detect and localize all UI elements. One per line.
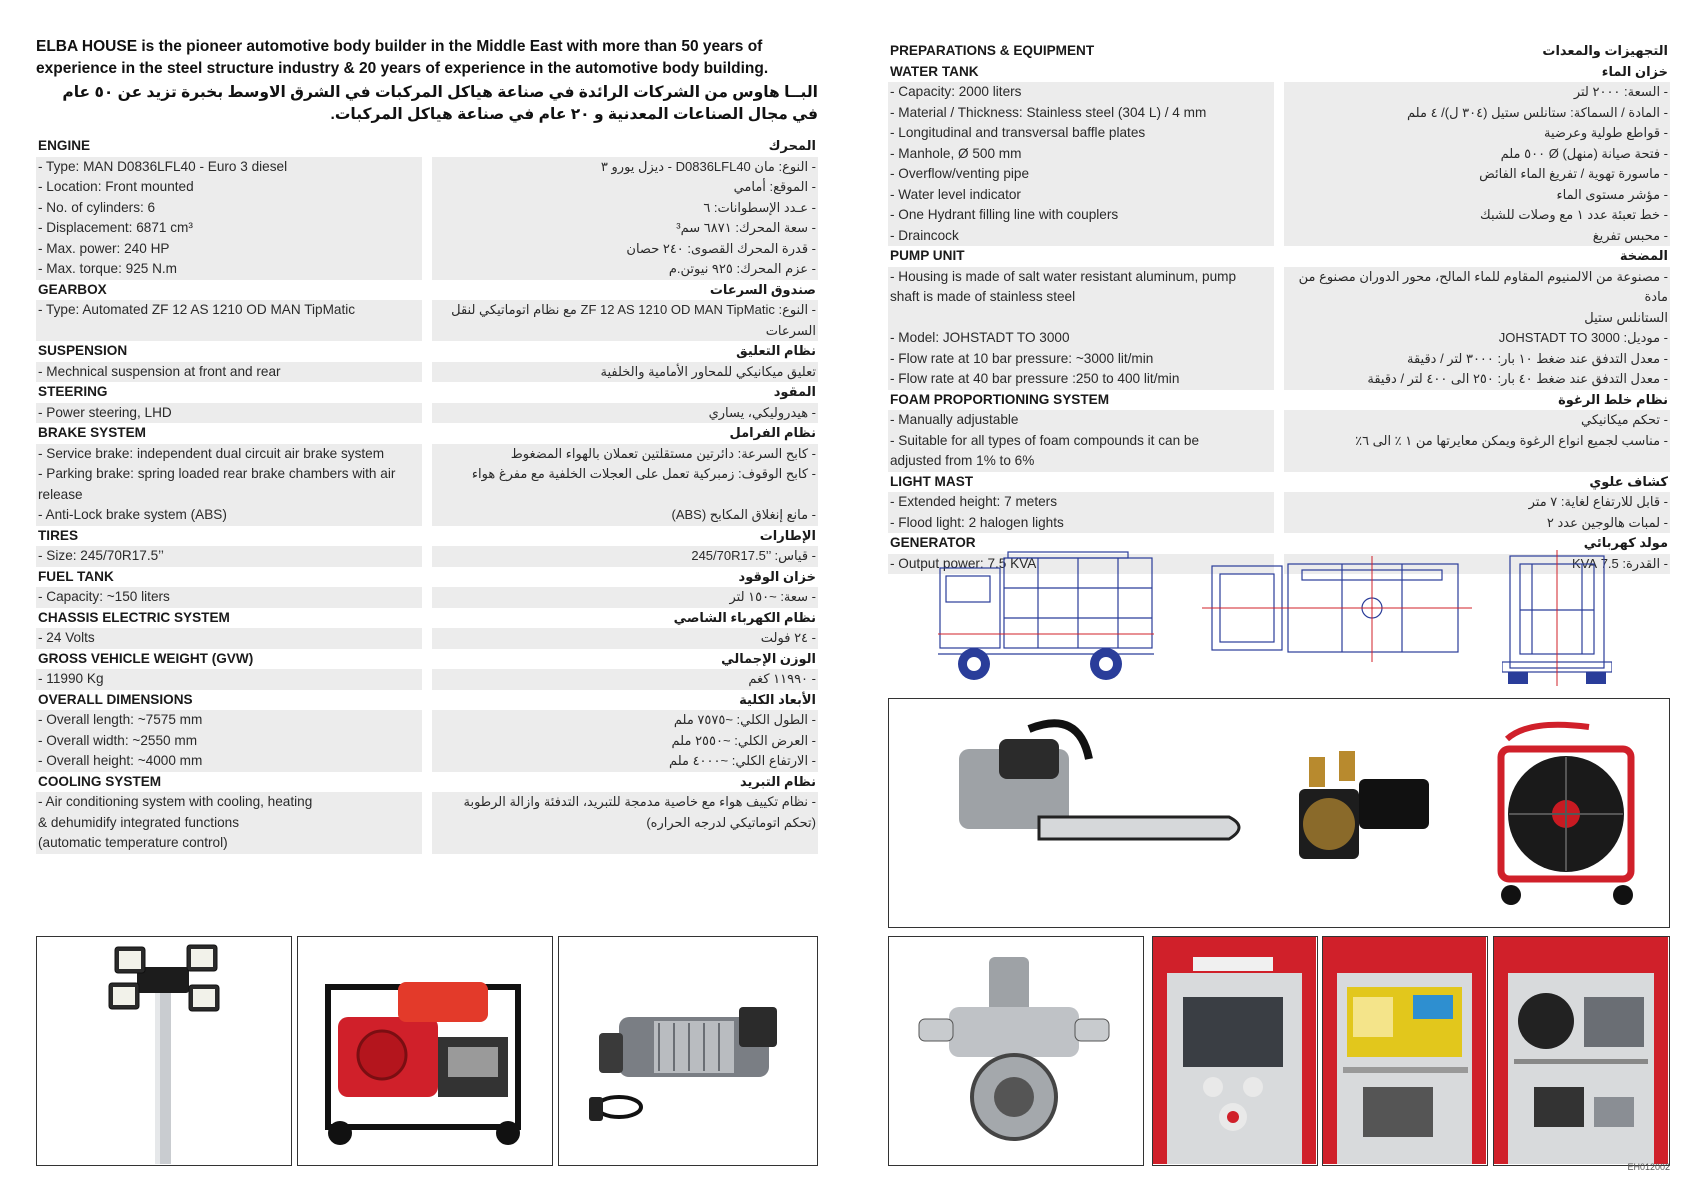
spec-line-ar: - قدرة المحرك القصوى: ٢٤٠ حصان (626, 240, 816, 256)
spec-line-ar: - معدل التدفق عند ضغط ١٠ بار: ٣٠٠٠ لتر / دقيقة (1406, 350, 1668, 366)
spec-line-en: - Output power: 7.5 KVA (890, 555, 1037, 571)
right-specifications-table (888, 41, 1670, 574)
spec-row (36, 300, 818, 341)
section-title-en: GROSS VEHICLE WEIGHT (GVW) (38, 650, 254, 666)
section-title-en: CHASSIS ELECTRIC SYSTEM (38, 609, 230, 625)
spec-row (36, 751, 818, 772)
spec-value-ar (432, 464, 818, 505)
spec-value-ar (1284, 144, 1670, 165)
spec-value-ar (432, 751, 818, 772)
spec-row (36, 464, 818, 505)
spec-row (888, 144, 1670, 165)
spec-value-ar (1284, 369, 1670, 390)
spec-value-ar (432, 710, 818, 731)
spec-line-ar: - الطول الكلي: ~٧٥٧٥ ملم (673, 712, 816, 727)
spec-row (888, 431, 1670, 472)
spec-line-en: - Max. torque: 925 N.m (38, 261, 178, 276)
spec-value-en (888, 205, 1274, 226)
spec-value-en (36, 792, 422, 854)
spec-value-en (36, 731, 422, 752)
section-title-ar: نظام الفرامل (729, 425, 816, 440)
spec-row (888, 123, 1670, 144)
spec-value-ar (1284, 513, 1670, 534)
section-header (36, 136, 818, 157)
spec-value-ar (432, 444, 818, 465)
spec-line-ar: تعليق ميكانيكي للمحاور الأمامية والخلفية (600, 363, 816, 379)
spec-value-ar (432, 587, 818, 608)
spec-row (36, 444, 818, 465)
section-title-ar: كشاف علوي (1589, 473, 1668, 489)
spec-line-ar: السرعات (765, 322, 816, 338)
light-mast-image-box (36, 936, 292, 1166)
light-mast-icon (37, 937, 290, 1164)
spec-line-ar: - النوع: ZF 12 AS 1210 OD MAN TipMatic مع نظام اتوماتيكي لنقل (451, 302, 816, 317)
spec-line-ar: - المادة / السماكة: ستانلس ستيل (٣٠٤ ل)/ ٤ ملم (1407, 104, 1668, 120)
spec-value-en (888, 164, 1274, 185)
section-title-ar: مولد كهربائي (1583, 535, 1668, 550)
winch-image-box (558, 936, 818, 1166)
spec-line-ar: - عـدد الإسطوانات: ٦ (703, 199, 816, 215)
spec-line-ar: - لمبات هالوجين عدد ٢ (1546, 514, 1668, 530)
truck-side-drawing (938, 548, 1154, 688)
section-title-en: GEARBOX (38, 281, 107, 297)
spec-value-en (36, 259, 422, 280)
section-header (888, 390, 1670, 411)
spec-value-ar (432, 198, 818, 219)
spec-row (888, 369, 1670, 390)
spec-line-en: - Parking brake: spring loaded rear brake chambers with air (38, 466, 396, 481)
section-title-en: GENERATOR (890, 535, 976, 550)
spec-value-en (888, 82, 1274, 103)
spec-value-en (36, 546, 422, 567)
spec-row (888, 103, 1670, 124)
spec-value-en (36, 710, 422, 731)
spec-value-ar (1284, 492, 1670, 513)
spec-value-ar (432, 546, 818, 567)
section-header (36, 382, 818, 403)
generator-icon (298, 937, 551, 1164)
spec-line-ar: - الارتفاع الكلي: ~٤٠٠٠ ملم (669, 753, 816, 768)
section-title-en: ENGINE (38, 138, 91, 153)
spec-row (36, 628, 818, 649)
section-title-ar: نظام الكهرباء الشاصي (673, 609, 816, 625)
section-header (36, 690, 818, 711)
spec-value-en (36, 403, 422, 424)
spec-line-en: - Displacement: 6871 cm³ (38, 220, 193, 235)
spec-line-ar: - الموقع: أمامي (733, 179, 816, 194)
left-specifications-table (36, 136, 818, 854)
spec-value-en (36, 587, 422, 608)
spec-value-ar (432, 403, 818, 424)
left-page (36, 0, 818, 1200)
spec-line-en: - Overall width: ~2550 mm (38, 732, 198, 748)
spec-value-ar (432, 362, 818, 383)
spec-row (888, 410, 1670, 431)
spec-line-ar: - ٢٤ فولت (760, 630, 816, 645)
spec-value-en (888, 144, 1274, 165)
spec-line-en: (automatic temperature control) (38, 835, 228, 850)
section-title-en: FUEL TANK (38, 568, 114, 584)
spec-line-ar: (تحكم اتوماتيكي لدرجه الحراره) (646, 814, 816, 830)
truck-side-drawing-icon (938, 548, 1154, 688)
spec-row (888, 349, 1670, 370)
tool-compartment-photo (1494, 937, 1668, 1164)
spec-value-en (888, 431, 1274, 472)
spec-row (36, 731, 818, 752)
spec-value-ar (432, 505, 818, 526)
section-header (36, 772, 818, 793)
spec-line-en: - Power steering, LHD (38, 404, 172, 420)
section-header (36, 280, 818, 301)
spec-line-en: - Model: JOHSTADT TO 3000 (890, 330, 1070, 345)
spec-value-en (888, 185, 1274, 206)
section-title-en: SUSPENSION (38, 343, 128, 358)
spec-line-ar: - خط تعبئة عدد ١ مع وصلات للشبك (1480, 207, 1668, 222)
spec-row (36, 403, 818, 424)
section-header (36, 608, 818, 629)
spec-value-en (36, 628, 422, 649)
spec-row (888, 492, 1670, 513)
spec-line-ar: - كابح الوقوف: زمبركية تعمل على العجلات الخلفية مع مفرغ هواء (471, 466, 816, 481)
spec-row (36, 198, 818, 219)
spec-line-en: - Type: Automated ZF 12 AS 1210 OD MAN TipMatic (38, 302, 356, 317)
spec-value-ar (1284, 82, 1670, 103)
spec-line-ar: - موديل: JOHSTADT TO 3000 (1498, 330, 1668, 345)
spec-line-ar: - سعة: ~١٥٠ لتر (729, 589, 816, 604)
section-title-ar: الأبعاد الكلية (739, 691, 816, 707)
spec-row (888, 513, 1670, 534)
winch-icon (559, 937, 816, 1164)
spec-row (888, 185, 1670, 206)
spec-value-ar (1284, 185, 1670, 206)
spec-line-en: - Flow rate at 10 bar pressure: ~3000 lit/min (890, 350, 1154, 366)
section-header (36, 649, 818, 670)
section-title-ar: التجهيزات والمعدات (1542, 43, 1668, 58)
fire-pump-image-box (888, 936, 1144, 1166)
spec-value-en (888, 267, 1274, 329)
section-title-ar: المحرك (768, 138, 816, 153)
spec-line-ar: - هيدروليكي، يساري (708, 404, 816, 420)
spec-line-ar: - النوع: مان D0836LFL40 - ديزل يورو ٣ (600, 158, 816, 174)
spec-line-ar: - ماسورة تهوية / تفريغ الماء الفائض (1479, 166, 1668, 181)
spec-value-ar (432, 300, 818, 341)
section-header (36, 423, 818, 444)
spec-line-en: - Material / Thickness: Stainless steel (304 L) / 4 mm (890, 104, 1207, 120)
spec-line-ar: - ١١٩٩٠ كغم (748, 671, 816, 686)
spec-value-ar (432, 177, 818, 198)
spec-line-en: - Housing is made of salt water resistant aluminum, pump (890, 268, 1237, 284)
spec-line-ar: - نظام تكييف هواء مع خاصية مدمجة للتبريد، التدفئة وازالة الرطوبة (463, 794, 816, 809)
spec-line-en: - Anti-Lock brake system (ABS) (38, 507, 227, 522)
spec-row (888, 328, 1670, 349)
spec-line-en: - Flow rate at 40 bar pressure :250 to 400 lit/min (890, 371, 1180, 386)
section-title-en: TIRES (38, 527, 79, 543)
spec-value-ar (1284, 267, 1670, 329)
section-header (888, 62, 1670, 83)
section-title-en: STEERING (38, 384, 108, 399)
truck-top-drawing (1202, 556, 1472, 662)
intro-english: ELBA HOUSE is the pioneer automotive body builder in the Middle East with more than 50 years of experience in the steel structure industry & 20 years of experience in the automotive body building. (36, 38, 769, 77)
spec-line-ar: - عزم المحرك: ٩٢٥ نيوتن.م (668, 261, 816, 276)
spec-value-en (36, 362, 422, 383)
spec-line-ar: - سعة المحرك: ٦٨٧١ سم³ (676, 220, 816, 235)
spec-value-ar (432, 792, 818, 854)
portable-pump-icon (1299, 751, 1429, 859)
section-title-en: FOAM PROPORTIONING SYSTEM (890, 391, 1110, 407)
spec-row (888, 82, 1670, 103)
spec-line-ar: - معدل التدفق عند ضغط ٤٠ بار: ٢٥٠ الى ٤٠٠ لتر / دقيقة (1367, 371, 1668, 386)
section-title-ar: نظام التبريد (740, 773, 816, 789)
section-title-en: LIGHT MAST (890, 473, 974, 489)
spec-value-en (888, 349, 1274, 370)
spec-line-ar: - تحكم ميكانيكي (1581, 412, 1668, 427)
spec-value-en (888, 328, 1274, 349)
truck-top-drawing-icon (1202, 556, 1472, 662)
spec-value-ar (432, 218, 818, 239)
spec-line-en: - No. of cylinders: 6 (38, 199, 156, 215)
pump-compartment-photo (1153, 937, 1316, 1164)
section-title-ar: خزان الماء (1601, 63, 1668, 79)
spec-line-en: & dehumidify integrated functions (38, 814, 240, 830)
fire-pump-icon (889, 937, 1142, 1164)
tool-compartment-box (1493, 936, 1670, 1166)
spec-line-en: - Capacity: ~150 liters (38, 589, 170, 604)
section-header (36, 341, 818, 362)
spec-line-en: - Overflow/venting pipe (890, 166, 1030, 181)
section-title-ar: الوزن الإجمالي (721, 650, 816, 666)
spec-row (36, 669, 818, 690)
spec-line-ar: - القدرة: 7.5 KVA (1572, 555, 1668, 571)
spec-value-en (36, 300, 422, 341)
spec-value-en (888, 410, 1274, 431)
spec-line-en: - 24 Volts (38, 630, 95, 645)
spec-value-en (36, 198, 422, 219)
spec-line-en: - Capacity: 2000 liters (890, 84, 1022, 99)
section-header (888, 246, 1670, 267)
spec-row (36, 177, 818, 198)
spec-value-ar (432, 157, 818, 178)
spec-row (888, 164, 1670, 185)
spec-value-ar (1284, 103, 1670, 124)
spec-line-en: - Size: 245/70R17.5’’ (38, 548, 164, 563)
section-header (888, 472, 1670, 493)
spec-value-ar (432, 259, 818, 280)
equipment-row (889, 699, 1668, 926)
spec-value-en (36, 505, 422, 526)
truck-rear-drawing (1502, 550, 1612, 686)
section-title-en: OVERALL DIMENSIONS (38, 691, 193, 707)
spec-value-en (888, 513, 1274, 534)
spec-row (36, 157, 818, 178)
section-header (888, 41, 1670, 62)
section-title-en: PREPARATIONS & EQUIPMENT (890, 43, 1095, 58)
spec-line-ar: - قياس: ’’245/70R17.5 (691, 548, 816, 563)
spec-line-ar: - مناسب لجميع انواع الرغوة ويمكن معايرتها من ١ ٪ الى ٦٪ (1355, 432, 1668, 448)
spec-value-ar (1284, 164, 1670, 185)
spec-value-ar (432, 628, 818, 649)
section-title-en: WATER TANK (890, 63, 979, 79)
spec-row (36, 587, 818, 608)
spec-line-ar: - السعة: ٢٠٠٠ لتر (1573, 84, 1668, 99)
spec-line-en: - Water level indicator (890, 186, 1021, 202)
spec-value-en (888, 492, 1274, 513)
spec-value-en (888, 369, 1274, 390)
spec-value-en (36, 669, 422, 690)
section-title-en: PUMP UNIT (890, 248, 965, 263)
spec-line-en: shaft is made of stainless steel (890, 289, 1076, 304)
spec-row (36, 218, 818, 239)
section-title-en: COOLING SYSTEM (38, 773, 162, 789)
spec-line-en: - Flood light: 2 halogen lights (890, 514, 1064, 530)
spec-value-ar (1284, 205, 1670, 226)
section-title-ar: خزان الوقود (738, 568, 816, 584)
spec-value-en (888, 123, 1274, 144)
spec-row (36, 546, 818, 567)
spec-line-ar: - قابل للارتفاع لغاية: ٧ متر (1528, 494, 1668, 509)
section-header (36, 526, 818, 547)
spec-line-ar: - محبس تفريغ (1592, 227, 1668, 243)
spec-value-en (36, 177, 422, 198)
intro-arabic: البــا هاوس من الشركات الرائدة في صناعة هياكل المركبات في الشرق الاوسط بخبرة تزيد عن ٥٠ عام في مجال الصناعات المعدنية و ٢٠ عام في صناعة هياكل المركبات. (62, 84, 818, 123)
section-title-en: BRAKE SYSTEM (38, 425, 147, 440)
spec-line-en: - Overall height: ~4000 mm (38, 753, 203, 768)
spec-value-en (36, 157, 422, 178)
spec-line-en: - Location: Front mounted (38, 179, 194, 194)
generator-compartment-box (1322, 936, 1488, 1166)
spec-value-en (36, 751, 422, 772)
spec-line-en: - Air conditioning system with cooling, heating (38, 794, 313, 809)
spec-line-ar: - قواطع طولية وعرضية (1543, 125, 1668, 140)
spec-value-ar (1284, 349, 1670, 370)
chainsaw-icon (959, 723, 1239, 839)
spec-value-ar (432, 669, 818, 690)
spec-line-en: - Manually adjustable (890, 412, 1019, 427)
section-title-ar: المضخة (1619, 248, 1668, 263)
spec-line-en: - Manhole, Ø 500 mm (890, 145, 1022, 161)
spec-line-en: release (38, 486, 83, 502)
spec-row (36, 362, 818, 383)
spec-line-en: - Max. power: 240 HP (38, 240, 170, 256)
spec-row (888, 267, 1670, 329)
spec-value-en (36, 218, 422, 239)
spec-row (36, 505, 818, 526)
spec-value-ar (432, 731, 818, 752)
spec-line-en: - Overall length: ~7575 mm (38, 712, 203, 727)
spec-line-en: - Longitudinal and transversal baffle plates (890, 125, 1146, 140)
pump-compartment-box (1152, 936, 1318, 1166)
generator-image-box (297, 936, 553, 1166)
spec-row (888, 226, 1670, 247)
section-header (36, 567, 818, 588)
section-title-ar: نظام التعليق (736, 343, 816, 358)
document-code: EH012002 (1627, 1162, 1670, 1172)
truck-rear-drawing-icon (1502, 550, 1612, 686)
spec-line-ar: - كابح السرعة: دائرتين مستقلتين تعملان بالهواء المضغوط (510, 445, 816, 461)
spec-value-en (36, 444, 422, 465)
spec-value-ar (1284, 328, 1670, 349)
spec-line-ar: - العرض الكلي: ~٢٥٥٠ ملم (671, 732, 816, 748)
spec-line-en: - Mechnical suspension at front and rear (38, 363, 281, 379)
spec-line-ar: الستانلس ستيل (1584, 309, 1668, 325)
spec-row (36, 710, 818, 731)
spec-value-en (888, 226, 1274, 247)
spec-line-ar: - مؤشر مستوى الماء (1556, 186, 1668, 202)
spec-value-ar (1284, 226, 1670, 247)
ventilation-fan-icon (1501, 725, 1633, 905)
section-title-ar: الإطارات (759, 527, 816, 543)
spec-value-en (36, 239, 422, 260)
spec-line-en: - Suitable for all types of foam compounds it can be (890, 432, 1200, 448)
spec-line-ar: - فتحة صيانة (منهل) Ø ٥٠٠ ملم (1500, 145, 1668, 161)
right-page (888, 0, 1670, 1200)
section-title-ar: نظام خلط الرغوة (1558, 391, 1668, 407)
spec-value-en (36, 464, 422, 505)
spec-value-ar (1284, 410, 1670, 431)
spec-row (36, 792, 818, 854)
generator-compartment-photo (1323, 937, 1486, 1164)
spec-value-ar (1284, 123, 1670, 144)
section-title-ar: المقود (773, 384, 816, 399)
spec-line-en: - Draincock (890, 227, 959, 243)
spec-line-en: - 11990 Kg (38, 671, 104, 686)
spec-row (36, 239, 818, 260)
spec-line-en: - Type: MAN D0836LFL40 - Euro 3 diesel (38, 158, 288, 174)
spec-value-ar (432, 239, 818, 260)
section-title-ar: صندوق السرعات (709, 281, 816, 297)
equipment-image-box (888, 698, 1670, 928)
spec-line-en: adjusted from 1% to 6% (890, 453, 1035, 468)
spec-line-ar: - مانع إنغلاق المكابح (ABS) (671, 507, 816, 522)
spec-row (888, 205, 1670, 226)
spec-value-en (888, 103, 1274, 124)
spec-line-ar: - مصنوعة من الالمنيوم المقاوم للماء المالح، محور الدوران مصنوع من مادة (1298, 268, 1668, 304)
spec-line-en: - One Hydrant filling line with couplers (890, 207, 1119, 222)
spec-row (36, 259, 818, 280)
spec-line-en: - Extended height: 7 meters (890, 494, 1057, 509)
spec-line-en: - Service brake: independent dual circuit air brake system (38, 445, 385, 461)
spec-value-ar (1284, 431, 1670, 472)
